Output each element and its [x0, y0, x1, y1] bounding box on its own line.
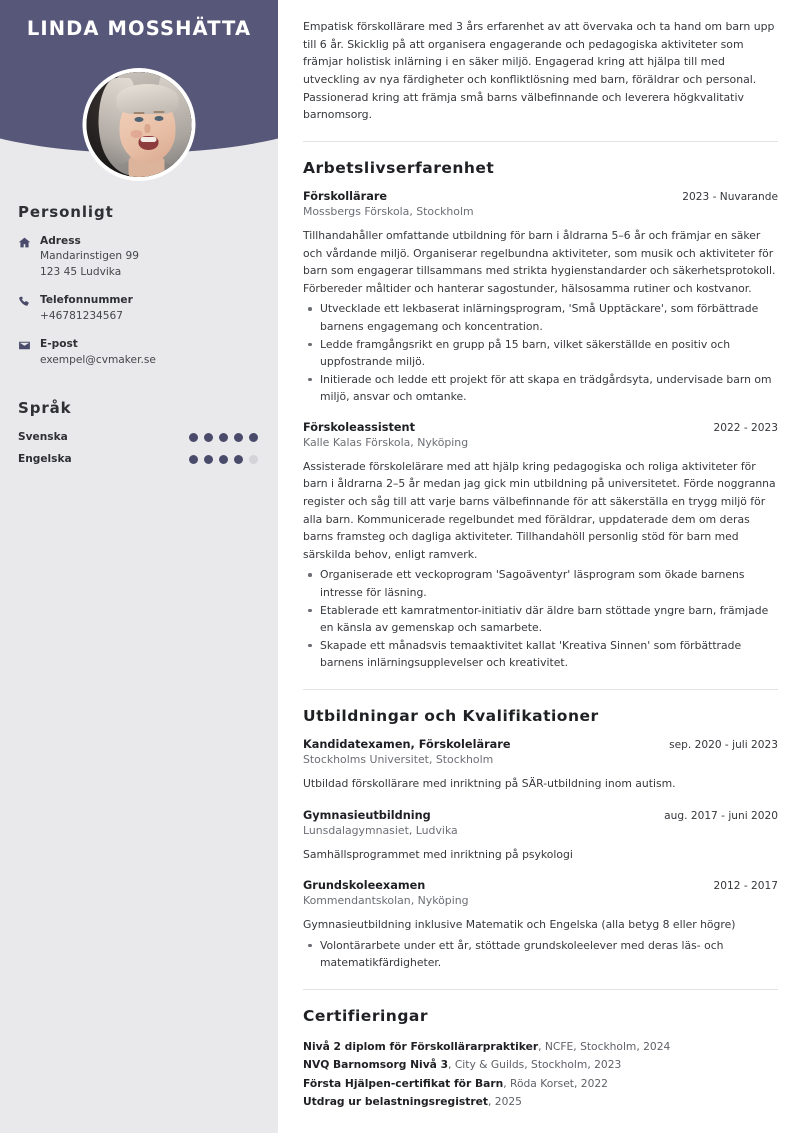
degree-date: aug. 2017 - juni 2020	[664, 809, 778, 822]
certification-detail: , Röda Korset, 2022	[503, 1076, 608, 1090]
degree-description: Utbildad förskollärare med inriktning på SÄR-utbildning inom autism.	[303, 777, 676, 790]
experience-entry	[303, 421, 778, 672]
job-employer: Kalle Kalas Förskola, Nyköping	[303, 435, 469, 449]
certification-list	[303, 1038, 778, 1112]
section-divider	[303, 141, 778, 142]
list-item	[18, 431, 264, 443]
certification-name: NVQ Barnomsorg Nivå 3	[303, 1058, 449, 1072]
degree-title: Gymnasieutbildning	[303, 808, 431, 822]
address-line-1: Mandarinstigen 99	[40, 250, 139, 263]
list-item: Volontärarbete under ett år, stöttade grundskoleelever med deras läs- och matematikfärdigheter.	[303, 937, 778, 972]
list-item	[303, 1075, 778, 1093]
profile-summary: Empatisk förskollärare med 3 års erfarenhet av att övervaka och ta hand om barn upp till 6 år. Skicklig på att organisera engagerande och pedagogiska aktiviteter som främjar holistisk inlärning i en säker miljö. Engagerad kring att hjälpa till med utveckling av nya färdigheter och konfliktlösning med barn, föräldrar och personal. Passionerad kring att främja små barns välbefinnande och leverera högkvalitativ barnomsorg.	[303, 20, 775, 122]
certification-detail: , NCFE, Stockholm, 2024	[538, 1039, 671, 1053]
list-item	[18, 453, 264, 465]
education-entry	[303, 738, 778, 793]
job-title: Förskollärare	[303, 189, 388, 203]
certification-detail: , 2025	[487, 1095, 522, 1109]
personal-heading: Personligt	[18, 203, 114, 221]
degree-description: Samhällsprogrammet med inriktning på psykologi	[303, 847, 573, 861]
email-value: exempel@cvmaker.se	[40, 353, 156, 366]
sidebar-content	[0, 203, 278, 465]
job-title: Förskoleassistent	[303, 420, 415, 434]
list-item	[303, 1056, 778, 1074]
degree-title: Grundskoleexamen	[303, 879, 426, 893]
certification-detail: , City & Guilds, Stockholm, 2023	[448, 1058, 622, 1072]
list-item	[303, 1093, 778, 1111]
job-bullets	[303, 566, 778, 672]
language-list	[18, 431, 264, 465]
education-entry	[303, 809, 778, 864]
contact-label-phone: Telefonnummer	[40, 294, 133, 307]
avatar-photo	[87, 72, 192, 177]
list-item: Ledde framgångsrikt en grupp på 15 barn, vilket säkerställde en positiv och uppfostrande miljö.	[303, 336, 778, 371]
degree-date: 2012 - 2017	[713, 880, 778, 893]
school-name: Stockholms Universitet, Stockholm	[303, 753, 494, 766]
contact-label-email: E-post	[40, 338, 78, 351]
list-item: Skapade ett månadsvis temaaktivitet kallat 'Kreativa Sinnen' som förbättrade barnens inlärningsupplevelser och kreativitet.	[303, 637, 778, 672]
degree-title: Kandidatexamen, Förskolelärare	[303, 738, 511, 751]
contact-address	[18, 234, 264, 280]
address-line-2: 123 45 Ludvika	[40, 265, 122, 278]
job-description: Tillhandahåller omfattande utbildning för barn i åldrarna 5–6 år och främjar en säker och vårdande miljö. Organiserar regelbundna aktiviteter, som musik och aktiviteter för barn som engagerar tillsammans med strikta hygienstandarder och säkerhetsprotokoll. Förbereder måltider och hanterar sagostunder, hälsosamma rutiner och kostvanor.	[303, 228, 776, 295]
language-name: Engelska	[18, 453, 72, 466]
list-item	[303, 1038, 778, 1056]
main-content	[278, 0, 800, 1133]
home-icon	[18, 234, 40, 249]
experience-entry	[303, 190, 778, 406]
certification-name: Utdrag ur belastningsregistret	[303, 1095, 488, 1109]
job-description: Assisterade förskolelärare med att hjälp kring pedagogiska och roliga aktiviteter för barn i åldrarna 2–5 år medan jag gick min utbildning på universitetet. Förde noggranna register och såg till att varje barns välbefinnande för att säkerställa en trygg miljö för alla barn. Kommunicerade regelbundet med föräldrar, uppdaterade dem om deras barns framsteg och dagliga aktiviteter. Tillhandahöll personlig stöd för barn med särskilda behov, enligt ramverk.	[303, 459, 776, 561]
list-item: Utvecklade ett lekbaserat inlärningsprogram, 'Små Upptäckare', som förbättrade barnens engagemang och koncentration.	[303, 300, 778, 335]
language-name: Svenska	[18, 431, 68, 444]
sidebar	[0, 0, 278, 1133]
section-title-certifications: Certifieringar	[303, 1006, 429, 1025]
list-item: Organiserade ett veckoprogram 'Sagoäventyr' läsprogram som ökade barnens intresse för läsning.	[303, 566, 778, 601]
envelope-icon	[18, 337, 40, 352]
contact-email	[18, 337, 264, 368]
section-title-experience: Arbetslivserfarenhet	[303, 158, 495, 177]
language-level-engelska	[189, 455, 258, 464]
avatar	[83, 68, 196, 181]
languages-heading: Språk	[18, 399, 72, 418]
school-name: Kommendantskolan, Nyköping	[303, 894, 469, 908]
phone-icon	[18, 293, 40, 308]
certification-name: Första Hjälpen-certifikat för Barn	[303, 1076, 504, 1090]
school-name: Lunsdalagymnasiet, Ludvika	[303, 823, 458, 837]
job-date: 2023 - Nuvarande	[682, 190, 778, 203]
degree-date: sep. 2020 - juli 2023	[669, 739, 778, 751]
degree-bullets	[303, 937, 778, 972]
section-divider	[303, 989, 778, 990]
list-item: Initierade och ledde ett projekt för att skapa en trädgårdsyta, undervisade barn om miljö, ansvar och omtanke.	[303, 371, 778, 406]
certification-name: Nivå 2 diplom för Förskollärarpraktiker	[303, 1039, 539, 1053]
page-title: LINDA MOSSHÄTTA	[26, 17, 252, 40]
job-bullets	[303, 300, 778, 406]
job-date: 2022 - 2023	[713, 421, 778, 434]
list-item: Etablerade ett kamratmentor-initiativ där äldre barn stöttade yngre barn, främjade en känsla av gemenskap och samarbete.	[303, 602, 778, 637]
education-entry	[303, 879, 778, 972]
contact-phone	[18, 293, 264, 324]
job-employer: Mossbergs Förskola, Stockholm	[303, 204, 474, 218]
phone-value: +46781234567	[40, 309, 124, 322]
contact-label-address: Adress	[40, 235, 81, 247]
language-level-svenska	[189, 433, 258, 442]
section-title-education: Utbildningar och Kvalifikationer	[303, 707, 599, 725]
section-divider	[303, 689, 778, 690]
degree-description: Gymnasieutbildning inklusive Matematik och Engelska (alla betyg 8 eller högre)	[303, 918, 736, 932]
